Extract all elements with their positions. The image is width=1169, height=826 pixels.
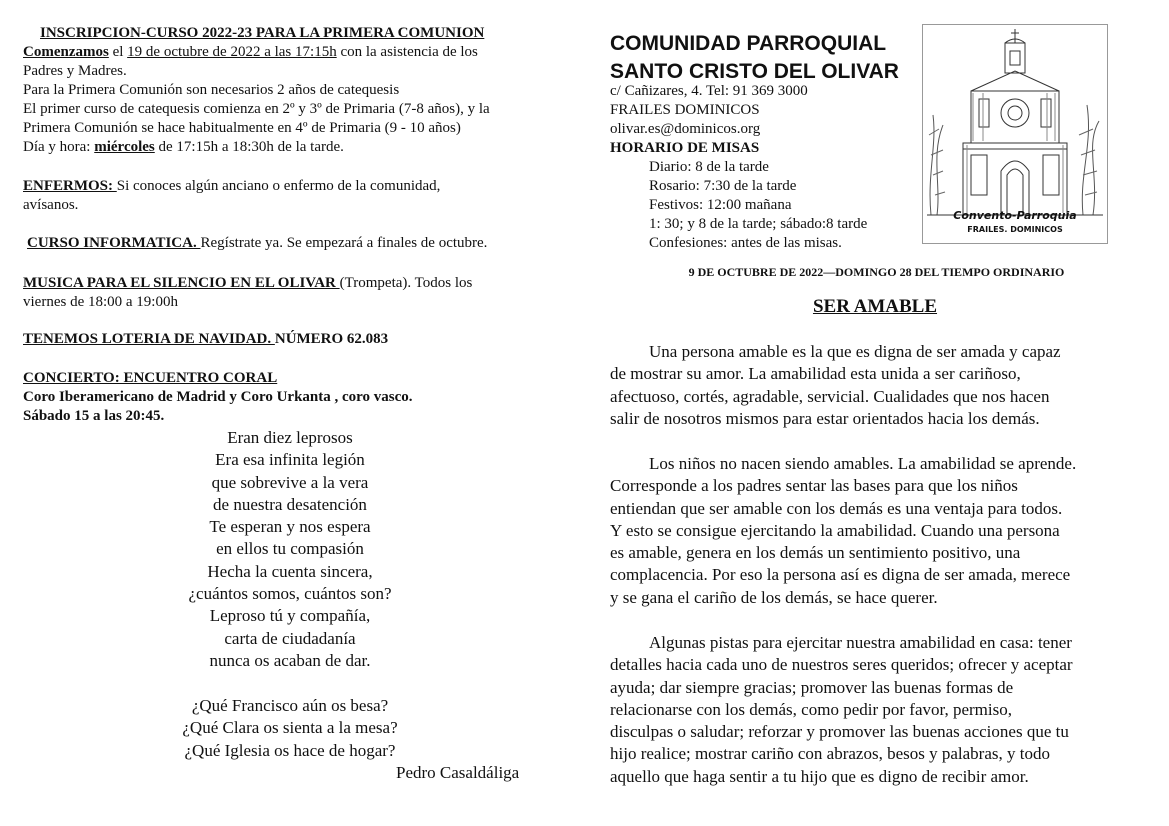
poem-line: ¿cuántos somos, cuántos son?: [188, 584, 392, 604]
paragraph-line: salir de nosotros mismos para estar orientados hacia los demás.: [610, 408, 1040, 428]
musica-label: MUSICA PARA EL SILENCIO EN EL OLIVAR: [23, 275, 340, 291]
poem-line: en ellos tu compasión: [216, 539, 364, 559]
curso-label: CURSO INFORMATICA.: [27, 235, 201, 251]
concierto-section: [23, 369, 553, 426]
poem-line: carta de ciudadanía: [224, 628, 356, 648]
paragraph-line: de mostrar su amor. La amabilidad esta unida a ser cariñoso,: [610, 364, 1021, 384]
paragraph-line: Los niños no nacen siendo amables. La amabilidad se aprende.: [649, 454, 1077, 473]
poem-author: Pedro Casaldáliga: [396, 763, 520, 782]
paragraph-line: es amable, genera en los demás un sentimiento positivo, una: [610, 543, 1021, 563]
poem-line: Hecha la cuenta sincera,: [207, 561, 373, 581]
inscripcion-line: Padres y Madres.: [23, 63, 127, 79]
article-title: SER AMABLE: [812, 296, 938, 317]
start-date: 19 de octubre de 2022 a las 17:15h: [127, 44, 337, 60]
inscripcion-title: INSCRIPCION-CURSO 2022-23 PARA LA PRIMERA COMUNION: [40, 25, 485, 41]
date-line: 9 DE OCTUBRE DE 2022—DOMINGO 28 DEL TIEMPO ORDINARIO: [688, 265, 1065, 279]
address: c/ Cañizares, 4. Tel: 91 369 3000: [610, 83, 808, 99]
inscripcion-body: [23, 43, 553, 157]
weekday: miércoles: [94, 139, 155, 155]
order: FRAILES DOMINICOS: [610, 102, 760, 118]
paragraph-line: Algunas pistas para ejercitar nuestra amabilidad en casa: tener: [649, 633, 1072, 652]
image-caption-2: FRAILES. DOMINICOS: [967, 225, 1063, 234]
loteria-number: NÚMERO 62.083: [274, 331, 389, 347]
parish-info: [610, 82, 808, 158]
paragraph-line: y se gana el cariño de los demás, se hace querer.: [610, 587, 938, 607]
poem-line: ¿Qué Iglesia os hace de hogar?: [184, 740, 396, 760]
paragraph-line: aquello que haga sentir a tu hijo que es digno de recibir amor.: [610, 766, 1029, 786]
schedule-line: Rosario: 7:30 de la tarde: [649, 178, 797, 194]
inscripcion-line: Para la Primera Comunión son necesarios 2 años de catequesis: [23, 82, 400, 98]
mass-schedule: [649, 158, 867, 253]
schedule-line: Festivos: 12:00 mañana: [649, 197, 792, 213]
poem-line: ¿Qué Clara os sienta a la mesa?: [182, 718, 398, 738]
concierto-date: Sábado 15 a las 20:45.: [23, 408, 165, 424]
musica-section: [23, 274, 553, 312]
church-drawing: [922, 24, 1108, 244]
enfermos-label: ENFERMOS:: [23, 178, 117, 194]
paragraph-line: detalles hacia cada uno de nuestros seres queridos; ofrecer y aceptar: [610, 655, 1073, 675]
paragraph-line: disculpas o saludar; reforzar y promover las buenas acciones que tu: [610, 722, 1069, 742]
curso-section: [27, 234, 557, 253]
poem-stanza-2: [100, 695, 480, 762]
schedule-line: 1: 30; y 8 de la tarde; sábado:8 tarde: [649, 216, 868, 232]
image-caption-1: Convento-Parroquia: [953, 209, 1077, 222]
enfermos-section: [23, 177, 553, 215]
paragraph-line: Corresponde a los padres sentar las bases para que los niños: [610, 476, 1018, 496]
musica-text: viernes de 18:00 a 19:00h: [23, 294, 178, 310]
poem-stanza-1: [100, 427, 480, 672]
paragraph-line: complacencia. Por eso la persona así es digna de ser amada, merece: [610, 565, 1071, 585]
poem-line: nunca os acaban de dar.: [209, 650, 371, 670]
paragraph-line: Una persona amable es la que es digna de ser amada y capaz: [649, 342, 1061, 361]
paragraph-line: relacionarse con los demás, como pedir por favor, permiso,: [610, 699, 1012, 719]
loteria-section: [23, 330, 553, 349]
email: olivar.es@dominicos.org: [610, 121, 761, 137]
poem-line: Era esa infinita legión: [215, 450, 365, 470]
paragraph-line: hijo realice; mostrar cariño con abrazos, besos y palabras, y todo: [610, 744, 1050, 764]
concierto-choirs: Coro Iberamericano de Madrid y Coro Urkanta , coro vasco.: [23, 389, 413, 405]
poem-line: Eran diez leprosos: [227, 428, 353, 447]
enfermos-text: avísanos.: [23, 197, 79, 213]
paragraph-line: ayuda; dar siempre gracias; promover las buenas formas de: [610, 677, 1014, 697]
article-paragraph-2: [610, 453, 1150, 609]
musica-text: (Trompeta). Todos los: [339, 275, 473, 291]
loteria-label: TENEMOS LOTERIA DE NAVIDAD.: [23, 331, 275, 347]
paragraph-line: Y esto se consigue ejercitando la amabilidad. Cuando una persona: [610, 520, 1060, 540]
schedule-line: Confesiones: antes de las misas.: [649, 235, 842, 251]
inscripcion-line: El primer curso de catequesis comienza en 2º y 3º de Primaria (7-8 años), y la: [23, 101, 490, 117]
poem-line: que sobrevive a la vera: [211, 472, 369, 492]
poem-line: Leproso tú y compañía,: [209, 606, 371, 626]
concierto-label: CONCIERTO: ENCUENTRO CORAL: [23, 370, 278, 386]
dia-hora-label: Día y hora:: [23, 139, 95, 155]
inscripcion-line: Primera Comunión se hace habitualmente en 4º de Primaria (9 - 10 años): [23, 120, 461, 136]
inscripcion-text: el: [108, 44, 128, 60]
paragraph-line: afectuoso, cortés, agradable, servicial. Cualidades que nos hacen: [610, 386, 1050, 406]
parish-name-line-2: SANTO CRISTO DEL OLIVAR: [610, 60, 899, 83]
inscripcion-text: con la asistencia de los: [336, 44, 478, 60]
schedule-line: Diario: 8 de la tarde: [649, 159, 769, 175]
poem-line: Te esperan y nos espera: [209, 517, 371, 537]
parish-name: [610, 30, 899, 86]
poem-line: de nuestra desatención: [213, 494, 367, 514]
comenzamos-label: Comenzamos: [23, 44, 109, 60]
curso-text: Regístrate ya. Se empezará a finales de octubre.: [200, 235, 488, 251]
article-paragraph-1: [610, 341, 1150, 430]
article-paragraph-3: [610, 632, 1150, 788]
poem-line: ¿Qué Francisco aún os besa?: [191, 696, 389, 715]
schedule-label: HORARIO DE MISAS: [610, 140, 760, 156]
enfermos-text: Si conoces algún anciano o enfermo de la comunidad,: [116, 178, 441, 194]
paragraph-line: entiendan que ser amable con los demás es una ventaja para todos.: [610, 498, 1063, 518]
parish-name-line-1: COMUNIDAD PARROQUIAL: [610, 32, 887, 55]
time-range: de 17:15h a 18:30h de la tarde.: [154, 139, 344, 155]
